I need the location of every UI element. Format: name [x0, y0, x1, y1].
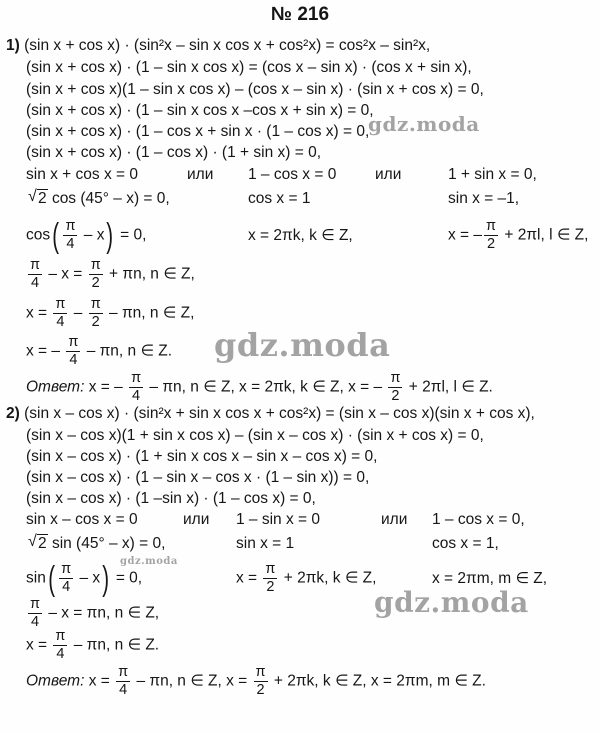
watermark-gdz-1: gdz.moda [368, 112, 480, 136]
part1-or-2: или [375, 166, 402, 183]
part1-case-b: 1 – cos x = 0 [248, 166, 337, 183]
part1-answer: Ответ: x = – $\frac{\pi}{4}$ – πn, n ∈ Z, x = 2πk, k ∈ Z, x = – $\frac{\pi}{2}$ + 2πl, l ∈ Z. [26, 370, 493, 404]
part2-step-2: x = $\frac{\pi}{4}$ – πn, n ∈ Z. [26, 628, 160, 662]
part2-step-1: $\frac{\pi}{4}$ – x = πn, n ∈ Z, [30, 596, 160, 630]
part2-eq-3: (sin x – cos x) · (1 + sin x cos x – sin x – cos x) = 0, [26, 448, 378, 465]
part1-sqrt-eq-rest: cos (45° – x) = 0, [51, 190, 170, 207]
part1-or-1: или [187, 166, 214, 183]
part1-eq-1: (sin x + cos x) · (sin²x – sin x cos x + cos²x) = cos²x – sin²x, [24, 37, 431, 54]
sqrt-symbol: √ 2 [28, 188, 47, 207]
part1-case-c-2: x = – $\frac{\pi}{2}$ + 2πl, l ∈ Z, [448, 218, 589, 252]
sqrt-symbol: √ 2 [28, 533, 47, 552]
part2-sqrt-eq [28, 534, 165, 554]
watermark-gdz-3: gdz.moda [120, 556, 178, 567]
part2-number: 2) [6, 405, 20, 422]
watermark-gdz-2: gdz.moda [214, 326, 391, 364]
part1-eq-2: (sin x + cos x) · (1 – sin x cos x) = (cos x – sin x) · (cos x + sin x), [26, 59, 472, 76]
part1-case-a: sin x + cos x = 0 [26, 166, 138, 183]
frac-pi-4: $\frac{\pi}{4}$ [65, 218, 76, 252]
part2-sin-eq: sin( $\frac{\pi}{4}$ – x) = 0, [26, 559, 143, 598]
part2-case-c: 1 – cos x = 0, [432, 511, 525, 528]
part2-case-b: 1 – sin x = 0 [236, 511, 321, 528]
part1-step-3: x = – $\frac{\pi}{4}$ – πn, n ∈ Z. [26, 334, 173, 368]
part1-eq-5: (sin x + cos x) · (1 – cos x + sin x · (1 – cos x) = 0, [26, 123, 370, 140]
part2-sqrt-eq-rest: sin (45° – x) = 0, [51, 535, 166, 552]
part2-eq-5: (sin x – cos x) · (1 –sin x) · (1 – cos x) = 0, [26, 490, 316, 507]
part1-line-1 [6, 36, 430, 56]
part2-line-1 [6, 404, 535, 424]
part2-answer: Ответ: x = $\frac{\pi}{4}$ – πn, n ∈ Z, x = $\frac{\pi}{2}$ + 2πk, k ∈ Z, x = 2πm, m ∈ Z. [26, 664, 486, 698]
part1-case-b-2: x = 2πk, k ∈ Z, [248, 227, 353, 244]
part1-eq-3: (sin x + cos x)(1 – sin x cos x) – (cos x – sin x) · (sin x + cos x) = 0, [26, 81, 484, 98]
frac-pi-2: $\frac{\pi}{2}$ [486, 218, 497, 252]
part2-case-b-2: x = $\frac{\pi}{2}$ + 2πk, k ∈ Z, [236, 561, 377, 595]
part1-cos-eq: cos( $\frac{\pi}{4}$ – x) = 0, [26, 216, 147, 255]
watermark-gdz-4: gdz.moda [374, 586, 529, 619]
part2-eq-1: (sin x – cos x) · (sin²x + sin x cos x + cos²x) = (sin x – cos x)(sin x + cos x), [24, 405, 535, 422]
part1-case-c-1: sin x = –1, [448, 190, 520, 207]
part2-or-2: или [381, 511, 408, 528]
part1-eq-6: (sin x + cos x) · (1 – cos x) · (1 + sin x) = 0, [26, 144, 322, 161]
part1-eq-4: (sin x + cos x) · (1 – sin x cos x –cos x + sin x) = 0, [26, 102, 374, 119]
part1-number: 1) [6, 37, 20, 54]
part2-case-b-1: sin x = 1 [236, 535, 295, 552]
part1-step-1: $\frac{\pi}{4}$ – x = $\frac{\pi}{2}$ + πn, n ∈ Z, [30, 257, 195, 291]
part1-sqrt-eq [28, 189, 170, 209]
part2-case-a: sin x – cos x = 0 [26, 511, 138, 528]
part1-step-2: x = $\frac{\pi}{4}$ – $\frac{\pi}{2}$ – πn, n ∈ Z, [26, 296, 195, 330]
part2-case-c-2: x = 2πm, m ∈ Z, [432, 570, 548, 587]
part2-or-1: или [183, 511, 210, 528]
part2-eq-2: (sin x – cos x)(1 + sin x cos x) – (sin x – cos x) · (sin x + cos x) = 0, [26, 427, 484, 444]
problem-number: № 216 [270, 4, 330, 25]
part2-eq-4: (sin x – cos x) · (1 – sin x – cos x · (1 – sin x)) = 0, [26, 469, 370, 486]
part1-case-b-1: cos x = 1 [248, 190, 311, 207]
part1-case-c: 1 + sin x = 0, [448, 166, 537, 183]
part2-case-c-1: cos x = 1, [432, 535, 499, 552]
